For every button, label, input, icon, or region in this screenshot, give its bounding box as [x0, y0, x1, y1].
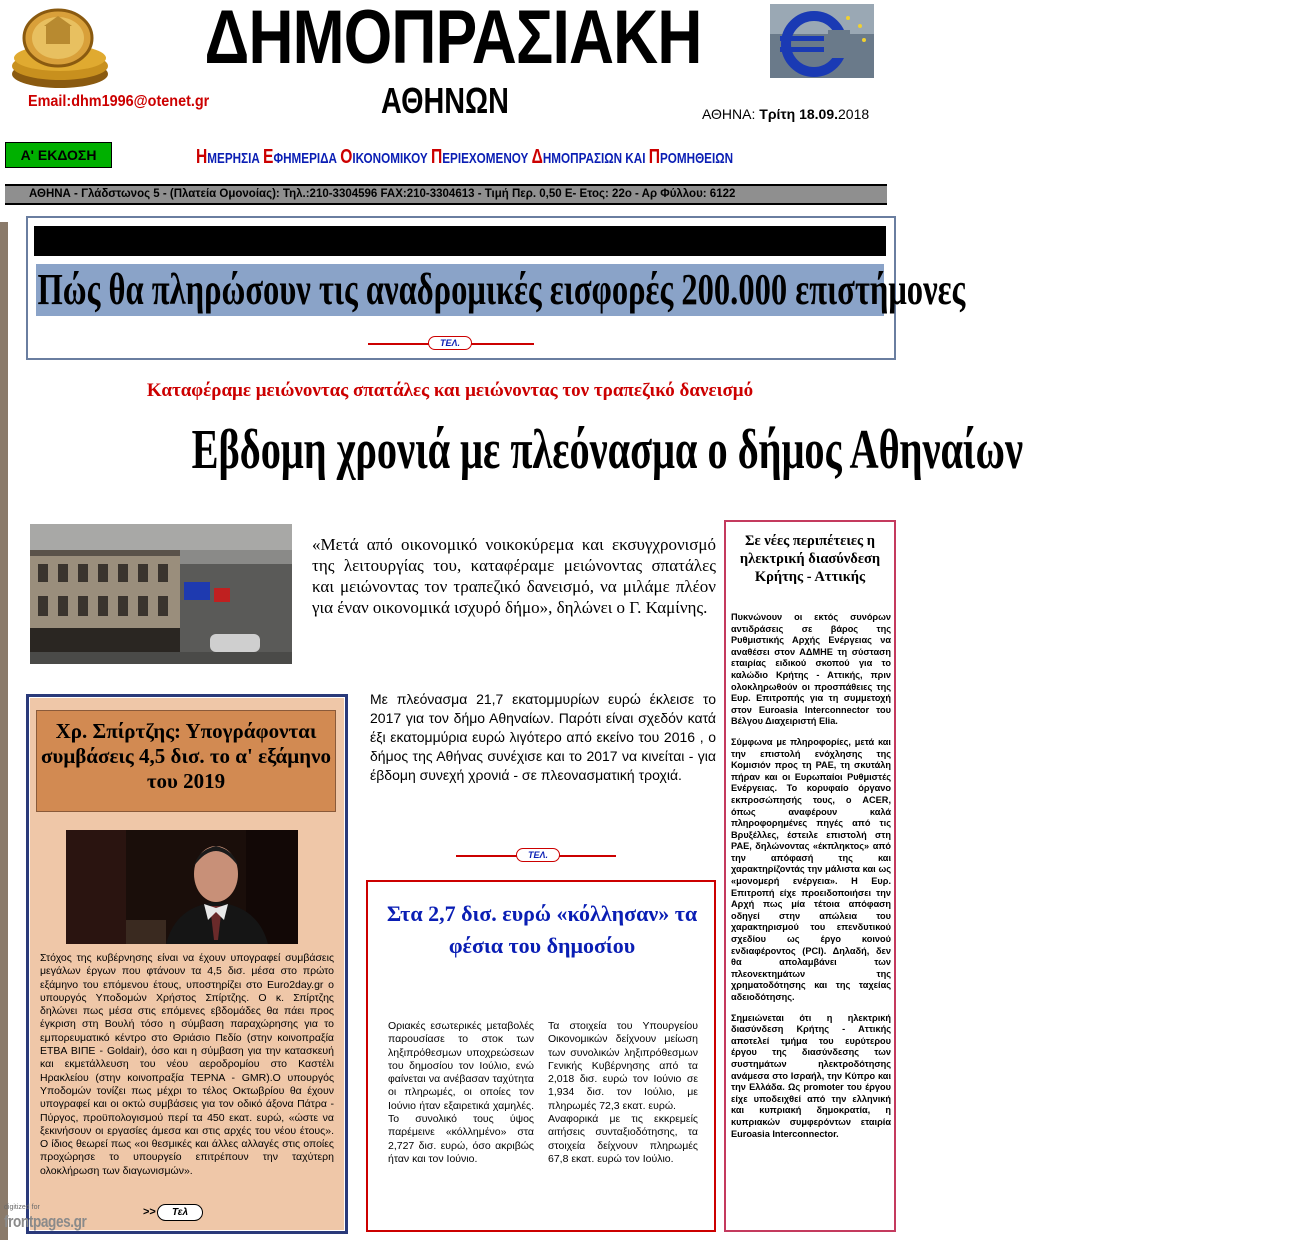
- left-article-text: Στόχος της κυβέρνησης είναι να έχουν υπογραφεί συμβάσεις μεγάλων έργων που φτάνουν τα 4,5 δισ. μέσα στο πρώτο εξάμηνο του επόμενου έτους, υποστηρίζει στο Euro2day.gr ο υπουργός Υποδομών Χρήστος Σπίρτζης. Ο κ. Σπίρτζης δηλώνει πως μέσα στις επόμενες εβδομάδες θα πάει προς έγκριση στη Βουλή τόσο η σύμβαση παραχώρησης για το εμπορευματικό κέντρο στο Θριάσιο Πεδίο (στην κοινοπραξία ΕΤΒΑ ΒΙΠΕ - Goldair), όσο και η σύμβαση για την κατασκευή και εκμετάλλευση του νέου αεροδρομίου στο Καστέλι Ηρακλείου (στην κοινοπραξία ΤΕΡΝΑ - GMR).Ο υπουργός Υποδομών τονίζει πως μέχρι το τέλος Οκτωβρίου θα έχουν υπογραφεί και οι οκτώ συμβάσεις για τον οδικό άξονα Πάτρα - Πύργος, προϋπολογισμού περί τα 450 εκατ. ευρώ, «ώστε να ξεκινήσουν οι εργασίες άμεσα και στις αρχές του νέου έτους». Ο ίδιος θεωρεί πως «οι θεσμικές και άλλες αλλαγές στις οποίες προχώρησε το υπουργείο επιτρέπουν την ταχύτερη ολοκλήρωση των διαγωνισμών».: [40, 952, 334, 1177]
- top-headline[interactable]: [36, 264, 966, 316]
- end-marker: ΤΕΛ.: [428, 336, 472, 350]
- tagline-word: ΗΜΟΠΡΑΣΙΩΝ ΚΑΙ: [542, 150, 649, 167]
- right-column-paragraph: Σημειώνεται ότι η ηλεκτρική διασύνδεση Κρήτης - Αττικής αποτελεί τμήμα του ευρύτερου έργου της διασύνδεσης των συστημάτων ηλεκτροδότησης ανάμεσα στο Ισραήλ, την Κύπρο και την Ελλάδα. Ως promoter του έργου είχε υποδειχθεί από την ελληνική και κυπριακή δημοκρατία, η κυπριακών συμφερόντων εταιρία Euroasia Interconnector.: [731, 1012, 891, 1139]
- main-article-headline[interactable]: [30, 418, 1024, 482]
- tagline-cap: Η: [196, 146, 208, 168]
- end-marker: ΤΕΛ.: [516, 848, 560, 862]
- debt-article-column-2: [548, 1020, 698, 1166]
- right-column-paragraph: Σύμφωνα με πληροφορίες, μετά και την επιστολή ενόχλησης της Κομισιόν προς τη ΡΑΕ, τη σκυτάλη πήραν και οι Ευρωπαίοι Ρυθμιστές Ενέργειας. Το κορυφαίο όργανο εκπροσώπησής τους, ο ACER, όπως αναφέρουν καλά πληροφορημένες πηγές από τις Βρυξέλλες, έστειλε επιστολή στη ΡΑΕ, δηλώνοντας «έκπληκτος» από την απόφασή της και χαρακτηρίζοντάς την μάλιστα και ως «μονομερή ενέργεια». Η Ευρ. Επιτροπή είχε προειδοποιήσει την Αρχή πως μία τέτοια απόφαση οδηγεί στην απώλεια του χαρακτηρισμού του επενδυτικού σχεδίου ως έργο κοινού ενδιαφέροντος (PCI). Δηλαδή, δεν θα απολαμβάνει των πλεονεκτημάτων της χρηματοδότησης και της ταχείας αδειοδότησης.: [731, 736, 891, 1002]
- debt-article-paragraph: Αναφορικά με τις εκκρεμείς αιτήσεις συνταξιοδότησης, τα στοιχεία δείχνουν πληρωμές 67,8 εκατ. ευρώ τον Ιούλιο.: [548, 1113, 698, 1165]
- right-column-paragraph: Πυκνώνουν οι εκτός συνόρων αντιδράσεις σε βάρος της Ρυθμιστικής Αρχής Ενέργειας να αναθέσει στον ΑΔΜΗΕ τη σύσταση εταιρίας ειδικού σκοπού για το καλώδιο Κρήτης - Αττικής, πριν ολοκληρωθούν οι προσπάθειες της Ευρ. Επιτροπής για τη συμμετοχή στον Euroasia Interconnector του Βέλγου Διαχειριστή Elia.: [731, 612, 891, 727]
- tagline-cap: Ο: [340, 146, 353, 168]
- tagline-word: ΜΕΡΗΣΙΑ: [207, 150, 264, 167]
- right-column-text: [731, 612, 891, 1149]
- tagline-cap: Π: [430, 146, 443, 168]
- publication-info-bar: ΑΘΗΝΑ - Γλάδστωνος 5 - (Πλατεία Ομονοίας): Τηλ.:210-3304596 FAX:210-3304613 - Τιμή Περ. 0,50 Ε- Ετος: 22ο - Αρ Φύλλου: 6122: [5, 184, 887, 205]
- tagline-word: ΕΡΙΕΧΟΜΕΝΟΥ: [442, 150, 532, 167]
- masthead-title: ΔΗΜΟΠΡΑΣΙΑΚΗ: [204, 0, 702, 80]
- top-black-bar: [34, 226, 886, 256]
- tagline-word: ΦΗΜΕΡΙΔΑ: [273, 150, 341, 167]
- edition-badge: Α' ΕΚΔΟΣΗ: [5, 142, 112, 168]
- date-year: 2018: [838, 106, 870, 122]
- masthead-tagline: [196, 146, 734, 169]
- main-article-headline-text: Εβδομη χρονιά με πλεόνασμα ο δήμος Αθηναίων: [191, 419, 1024, 481]
- watermark-big: frontpages.gr: [4, 1212, 87, 1231]
- end-marker: Τελ: [157, 1204, 203, 1221]
- tagline-cap: Ε: [263, 146, 274, 168]
- top-headline-text: Πώς θα πληρώσουν τις αναδρομικές εισφορές 200.000 επιστήμονες: [37, 265, 966, 314]
- frontpages-watermark: [4, 1204, 107, 1231]
- main-article-lead: «Μετά από οικονομικό νοικοκύρεμα και εκσυγχρονισμό της λειτουργίας του, καταφέραμε μειώνοντας σπατάλες και μειώνοντας τον τραπεζικό δανεισμό, να μιλάμε πλέον για έναν οικονομικά ισχυρό δήμο», δηλώνει ο Γ. Καμίνης.: [312, 535, 716, 617]
- debt-article-paragraph: Τα στοιχεία του Υπουργείου Οικονομικών δείχνουν μείωση των συνολικών ληξιπρόθεσμων Γενικής Κυβέρνησης από τα 2,018 δισ. ευρώ τον Ιούνιο σε 1,934 δισ. τον Ιούλιο, με πληρωμές 72,3 εκατ. ευρώ.: [548, 1020, 698, 1112]
- date-prefix: ΑΘΗΝΑ:: [702, 106, 760, 122]
- tagline-word: ΡΟΜΗΘΕΙΩΝ: [659, 150, 734, 167]
- coins-logo: [8, 4, 118, 92]
- tagline-cap: Δ: [531, 146, 543, 168]
- right-column-title[interactable]: Σε νέες περιπέτειες η ηλεκτρική διασύνδεση Κρήτης - Αττικής: [739, 533, 881, 585]
- email-label: Email:: [28, 93, 72, 110]
- masthead-subtitle: ΑΘΗΝΩΝ: [381, 80, 509, 121]
- date-day: Τρίτη 18.09.: [759, 106, 838, 122]
- contact-email[interactable]: [28, 93, 209, 111]
- edition-date: [702, 106, 869, 122]
- minister-photo: [66, 830, 298, 944]
- tagline-cap: Π: [648, 146, 660, 168]
- left-article-title[interactable]: Χρ. Σπίρτζης: Υπογράφονται συμβάσεις 4,5 δισ. το α' εξάμηνο του 2019: [36, 710, 336, 812]
- watermark-small: digitized for: [4, 1204, 40, 1211]
- email-address[interactable]: dhm1996@otenet.gr: [71, 93, 210, 110]
- left-margin-rule: [0, 222, 8, 1240]
- tagline-word: ΙΚΟΝΟΜΙΚΟΥ: [352, 150, 431, 167]
- city-hall-photo: [30, 524, 292, 664]
- main-article-subhead: Καταφέραμε μειώνοντας σπατάλες και μειώνοντας τον τραπεζικό δανεισμό: [146, 380, 754, 401]
- euro-sign-logo: [770, 4, 874, 78]
- debt-article-column-1: Οριακές εσωτερικές μεταβολές παρουσίασε το στοκ των ληξιπρόθεσμων υποχρεώσεων του δημοσίου τον Ιούλιο, ενώ φαίνεται να ανέβασαν ταχύτητα οι πληρωμές, οι οποίες τον Ιούνιο ήταν εξαιρετικά χαμηλές. Το συνολικό τους ύψος παρέμεινε «κόλλημένο» στα 2,727 δισ. ευρώ, όσο ακριβώς ήταν και τον Ιούνιο.: [388, 1020, 534, 1165]
- continue-arrow[interactable]: >>: [143, 1206, 156, 1218]
- main-article-body: Με πλεόνασμα 21,7 εκατομμυρίων ευρώ έκλεισε το 2017 για τον δήμο Αθηναίων. Παρότι είναι σχεδόν κατά έξι εκατομμύρια ευρώ λιγότερο από εκείνο του 2016 , ο δήμος της Αθήνας συνέχισε και το 2017 να κινείται - για έβδομη συνεχή χρονιά - σε πλεονασματική τροχιά.: [370, 691, 716, 783]
- debt-article-title[interactable]: Στα 2,7 δισ. ευρώ «κόλλησαν» τα φέσια του δημοσίου: [386, 901, 698, 958]
